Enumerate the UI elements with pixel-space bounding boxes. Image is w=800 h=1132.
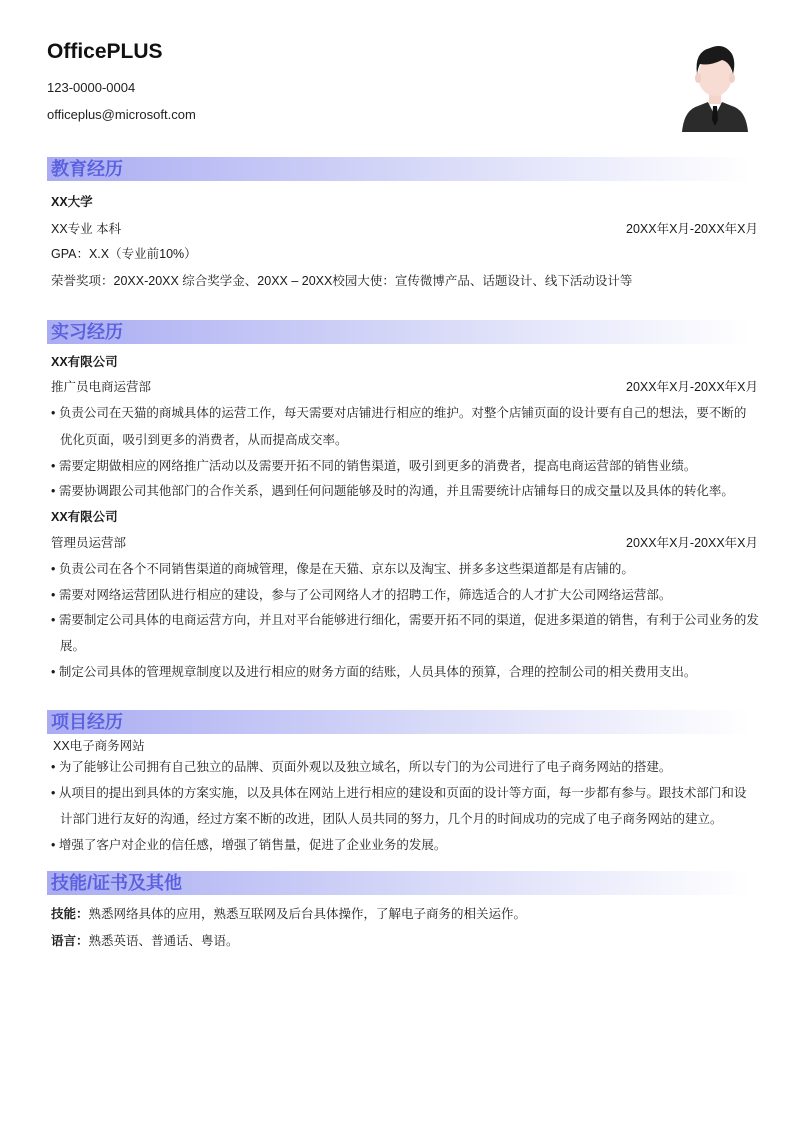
skills-line bbox=[51, 904, 526, 922]
section-title: 教育经历 bbox=[51, 159, 123, 179]
language-label: 语言： bbox=[51, 934, 89, 948]
job-bullet: • 负责公司在各个不同销售渠道的商城管理，像是在天猫、京东以及淘宝、拼多多这些渠道都是有店铺的。 bbox=[51, 562, 634, 576]
section-title: 项目经历 bbox=[51, 712, 123, 732]
section-title: 实习经历 bbox=[51, 322, 123, 342]
major-degree: XX专业 本科 bbox=[51, 222, 122, 236]
candidate-name: OfficePLUS bbox=[47, 40, 163, 63]
avatar bbox=[680, 40, 750, 132]
job-bullet: • 需要协调跟公司其他部门的合作关系，遇到任何问题能够及时的沟通，并且需要统计店铺每日的成交量以及具体的转化率。 bbox=[51, 484, 734, 498]
project-bullet-cont: 计部门进行友好的沟通，经过方案不断的改进，团队人员共同的努力，几个月的时间成功的完成了电子商务网站的建立。 bbox=[60, 812, 723, 826]
education-date: 20XX年X月-20XX年X月 bbox=[626, 222, 758, 236]
job-bullet-cont: 优化页面，吸引到更多的消费者，从而提高成交率。 bbox=[60, 433, 348, 447]
job-date: 20XX年X月-20XX年X月 bbox=[626, 380, 758, 394]
language-text: 熟悉英语、普通话、粤语。 bbox=[88, 934, 239, 948]
skills-text: 熟悉网络具体的应用，熟悉互联网及后台具体操作，了解电子商务的相关运作。 bbox=[88, 907, 527, 921]
section-education bbox=[47, 157, 751, 181]
phone-number: 123-0000-0004 bbox=[47, 80, 136, 95]
job-role: 推广员电商运营部 bbox=[51, 380, 152, 394]
job-bullet: • 负责公司在天猫的商城具体的运营工作，每天需要对店铺进行相应的维护。对整个店铺页面的设计要有自己的想法，要不断的 bbox=[51, 406, 747, 420]
job-bullet: • 制定公司具体的管理规章制度以及进行相应的财务方面的结账，人员具体的预算，合理的控制公司的相关费用支出。 bbox=[51, 665, 697, 679]
project-bullet: • 为了能够让公司拥有自己独立的品牌、页面外观以及独立域名，所以专门的为公司进行了电子商务网站的搭建。 bbox=[51, 760, 672, 774]
section-project bbox=[47, 710, 751, 734]
project-name: XX电子商务网站 bbox=[53, 739, 145, 753]
school-name: XX大学 bbox=[51, 195, 93, 209]
language-line bbox=[51, 931, 239, 949]
section-skills bbox=[47, 871, 751, 895]
honors: 荣誉奖项：20XX-20XX 综合奖学金、20XX – 20XX校园大使：宣传微博产品、话题设计、线下活动设计等 bbox=[51, 274, 633, 288]
skills-label: 技能： bbox=[51, 907, 89, 921]
company-name: XX有限公司 bbox=[51, 510, 118, 524]
email-address: officeplus@microsoft.com bbox=[47, 107, 196, 122]
section-internship bbox=[47, 320, 751, 344]
job-bullet: • 需要定期做相应的网络推广活动以及需要开拓不同的销售渠道，吸引到更多的消费者，提高电商运营部的销售业绩。 bbox=[51, 459, 697, 473]
company-name: XX有限公司 bbox=[51, 355, 118, 369]
job-bullet-cont: 展。 bbox=[60, 639, 86, 653]
job-bullet: • 需要制定公司具体的电商运营方向，并且对平台能够进行细化，需要开拓不同的渠道，促进多渠道的销售，有利于公司业务的发 bbox=[51, 613, 759, 627]
section-title: 技能/证书及其他 bbox=[51, 873, 183, 893]
project-bullet: • 从项目的提出到具体的方案实施，以及具体在网站上进行相应的建设和页面的设计等方面，每一步都有参与。跟技术部门和设 bbox=[51, 786, 747, 800]
job-date: 20XX年X月-20XX年X月 bbox=[626, 536, 758, 550]
project-bullet: • 增强了客户对企业的信任感，增强了销售量，促进了企业业务的发展。 bbox=[51, 838, 447, 852]
gpa: GPA：X.X（专业前10%） bbox=[51, 247, 197, 261]
job-role: 管理员运营部 bbox=[51, 536, 127, 550]
job-bullet: • 需要对网络运营团队进行相应的建设，参与了公司网络人才的招聘工作，筛选适合的人才扩大公司网络运营部。 bbox=[51, 588, 672, 602]
